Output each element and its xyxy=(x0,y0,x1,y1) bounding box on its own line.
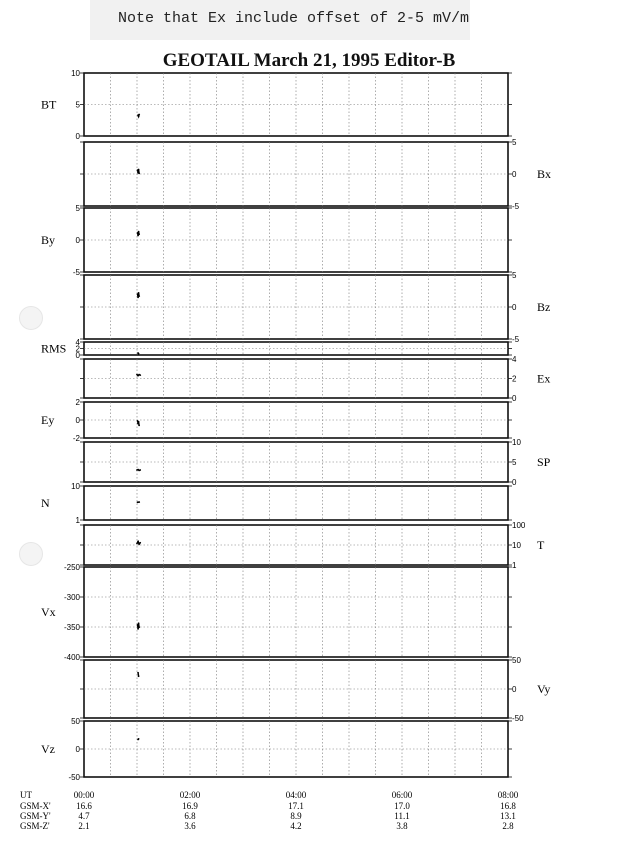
tick-label-vz: 0 xyxy=(75,745,80,754)
orbit-row-label: UT xyxy=(20,790,32,800)
tick-label-n: 10 xyxy=(71,482,80,491)
tick-label-bt: 5 xyxy=(75,100,80,110)
tick-label-bz: 0 xyxy=(512,303,517,312)
orbit-value: 6.8 xyxy=(184,811,196,821)
panel-label-bt: BT xyxy=(41,97,57,112)
tick-label-ex: 4 xyxy=(512,355,517,364)
tick-label-bz: 5 xyxy=(512,271,517,280)
panel-label-rms: RMS xyxy=(41,341,67,356)
tick-label-t: 100 xyxy=(512,521,526,530)
tick-label-by: -5 xyxy=(72,268,80,277)
data-point-t xyxy=(136,543,138,545)
note-text: Note that Ex include offset of 2-5 mV/m xyxy=(118,10,470,27)
orbit-value: 04:00 xyxy=(285,790,307,800)
data-point-t xyxy=(139,542,141,544)
tick-label-vz: 50 xyxy=(71,717,80,726)
orbit-value: 06:00 xyxy=(391,790,413,800)
tick-label-n: 1 xyxy=(75,516,80,525)
data-point-sp xyxy=(139,469,141,471)
orbit-value: 4.7 xyxy=(78,811,90,821)
data-point-vy xyxy=(138,675,140,677)
panel-label-n: N xyxy=(41,496,50,510)
panel-label-by: By xyxy=(41,233,56,247)
data-point-vx xyxy=(138,626,140,628)
tick-label-bt: 0 xyxy=(75,132,80,141)
orbit-value: 3.6 xyxy=(184,821,196,831)
tick-label-vx: -350 xyxy=(63,623,80,632)
panel-label-ex: Ex xyxy=(537,371,551,386)
tick-label-ey: 2 xyxy=(75,398,80,407)
tick-label-ex: 0 xyxy=(512,394,517,403)
data-point-t xyxy=(138,543,140,545)
tick-label-bt: 10 xyxy=(71,69,80,78)
tick-label-t: 1 xyxy=(512,561,517,570)
panel-label-vz: Vz xyxy=(41,742,55,756)
tick-label-sp: 0 xyxy=(512,478,517,487)
data-point-vz xyxy=(138,738,140,740)
tick-label-sp: 10 xyxy=(512,438,521,447)
data-point-ex xyxy=(139,374,141,376)
data-point-vy xyxy=(137,672,139,674)
data-point-ey xyxy=(138,421,140,423)
orbit-value: 2.1 xyxy=(78,821,90,831)
orbit-value: 16.8 xyxy=(500,801,516,811)
data-point-by xyxy=(138,233,140,235)
data-point-vx xyxy=(138,622,140,624)
tick-label-bz: -5 xyxy=(512,335,520,344)
panel-frame-vx xyxy=(84,567,508,657)
data-point-t xyxy=(137,541,139,543)
tick-label-by: 0 xyxy=(75,236,80,245)
data-point-bx xyxy=(138,169,140,171)
data-point-n xyxy=(138,501,140,503)
orbit-value: 2.8 xyxy=(502,821,514,831)
data-point-by xyxy=(138,231,140,233)
orbit-value: 00:00 xyxy=(73,790,95,800)
data-point-ey xyxy=(137,423,139,425)
tick-label-ey: 0 xyxy=(75,416,80,425)
tick-label-rms: 0 xyxy=(75,351,80,360)
orbit-value: 8.9 xyxy=(290,811,302,821)
tick-label-sp: 5 xyxy=(512,458,517,467)
tick-label-vy: 0 xyxy=(512,685,517,694)
orbit-row-label: GSM-Z' xyxy=(20,821,50,831)
panel-label-bx: Bx xyxy=(537,167,552,181)
data-point-vx xyxy=(137,628,139,630)
data-point-bz xyxy=(138,292,140,294)
panel-label-vx: Vx xyxy=(41,605,56,619)
tick-label-rms: 2 xyxy=(75,344,80,354)
tick-label-vy: 50 xyxy=(512,656,521,665)
panel-label-sp: SP xyxy=(537,455,551,469)
tick-label-vx: -300 xyxy=(63,593,80,602)
tick-label-vz: -50 xyxy=(68,773,80,782)
orbit-value: 4.2 xyxy=(290,821,302,831)
orbit-value: 11.1 xyxy=(394,811,410,821)
orbit-value: 02:00 xyxy=(179,790,201,800)
orbit-value: 13.1 xyxy=(500,811,516,821)
data-point-bt xyxy=(138,116,140,118)
tick-label-bx: 5 xyxy=(512,138,517,147)
tick-label-ex: 2 xyxy=(512,374,517,384)
tick-label-bx: 0 xyxy=(512,170,517,179)
orbit-value: 17.1 xyxy=(288,801,304,811)
tick-label-vy: -50 xyxy=(512,714,524,723)
tick-label-t: 10 xyxy=(512,541,521,550)
panel-label-bz: Bz xyxy=(537,300,551,314)
orbit-value: 17.0 xyxy=(394,801,410,811)
tick-label-bx: -5 xyxy=(512,202,520,211)
data-point-n xyxy=(137,501,139,503)
orbit-value: 16.6 xyxy=(76,801,92,811)
panel-label-ey: Ey xyxy=(41,413,55,427)
data-point-ey xyxy=(138,425,140,427)
panel-label-t: T xyxy=(537,538,545,552)
tick-label-rms: 4 xyxy=(75,338,80,347)
data-point-bz xyxy=(138,295,140,297)
chart-title: GEOTAIL March 21, 1995 Editor-B xyxy=(162,50,456,71)
tick-label-vx: -250 xyxy=(63,563,80,572)
orbit-value: 16.9 xyxy=(182,801,198,811)
panel-label-vy: Vy xyxy=(537,682,551,696)
data-point-bx xyxy=(138,172,140,174)
tick-label-vx: -400 xyxy=(63,653,80,662)
tick-label-by: 5 xyxy=(75,204,80,213)
tick-label-ey: -2 xyxy=(72,434,80,443)
orbit-value: 3.8 xyxy=(396,821,408,831)
data-point-vx xyxy=(137,624,139,626)
orbit-row-label: GSM-Y' xyxy=(20,811,51,821)
data-point-rms xyxy=(138,353,140,355)
data-point-bt xyxy=(138,114,140,116)
orbit-value: 08:00 xyxy=(497,790,519,800)
orbit-row-label: GSM-X' xyxy=(20,801,51,811)
